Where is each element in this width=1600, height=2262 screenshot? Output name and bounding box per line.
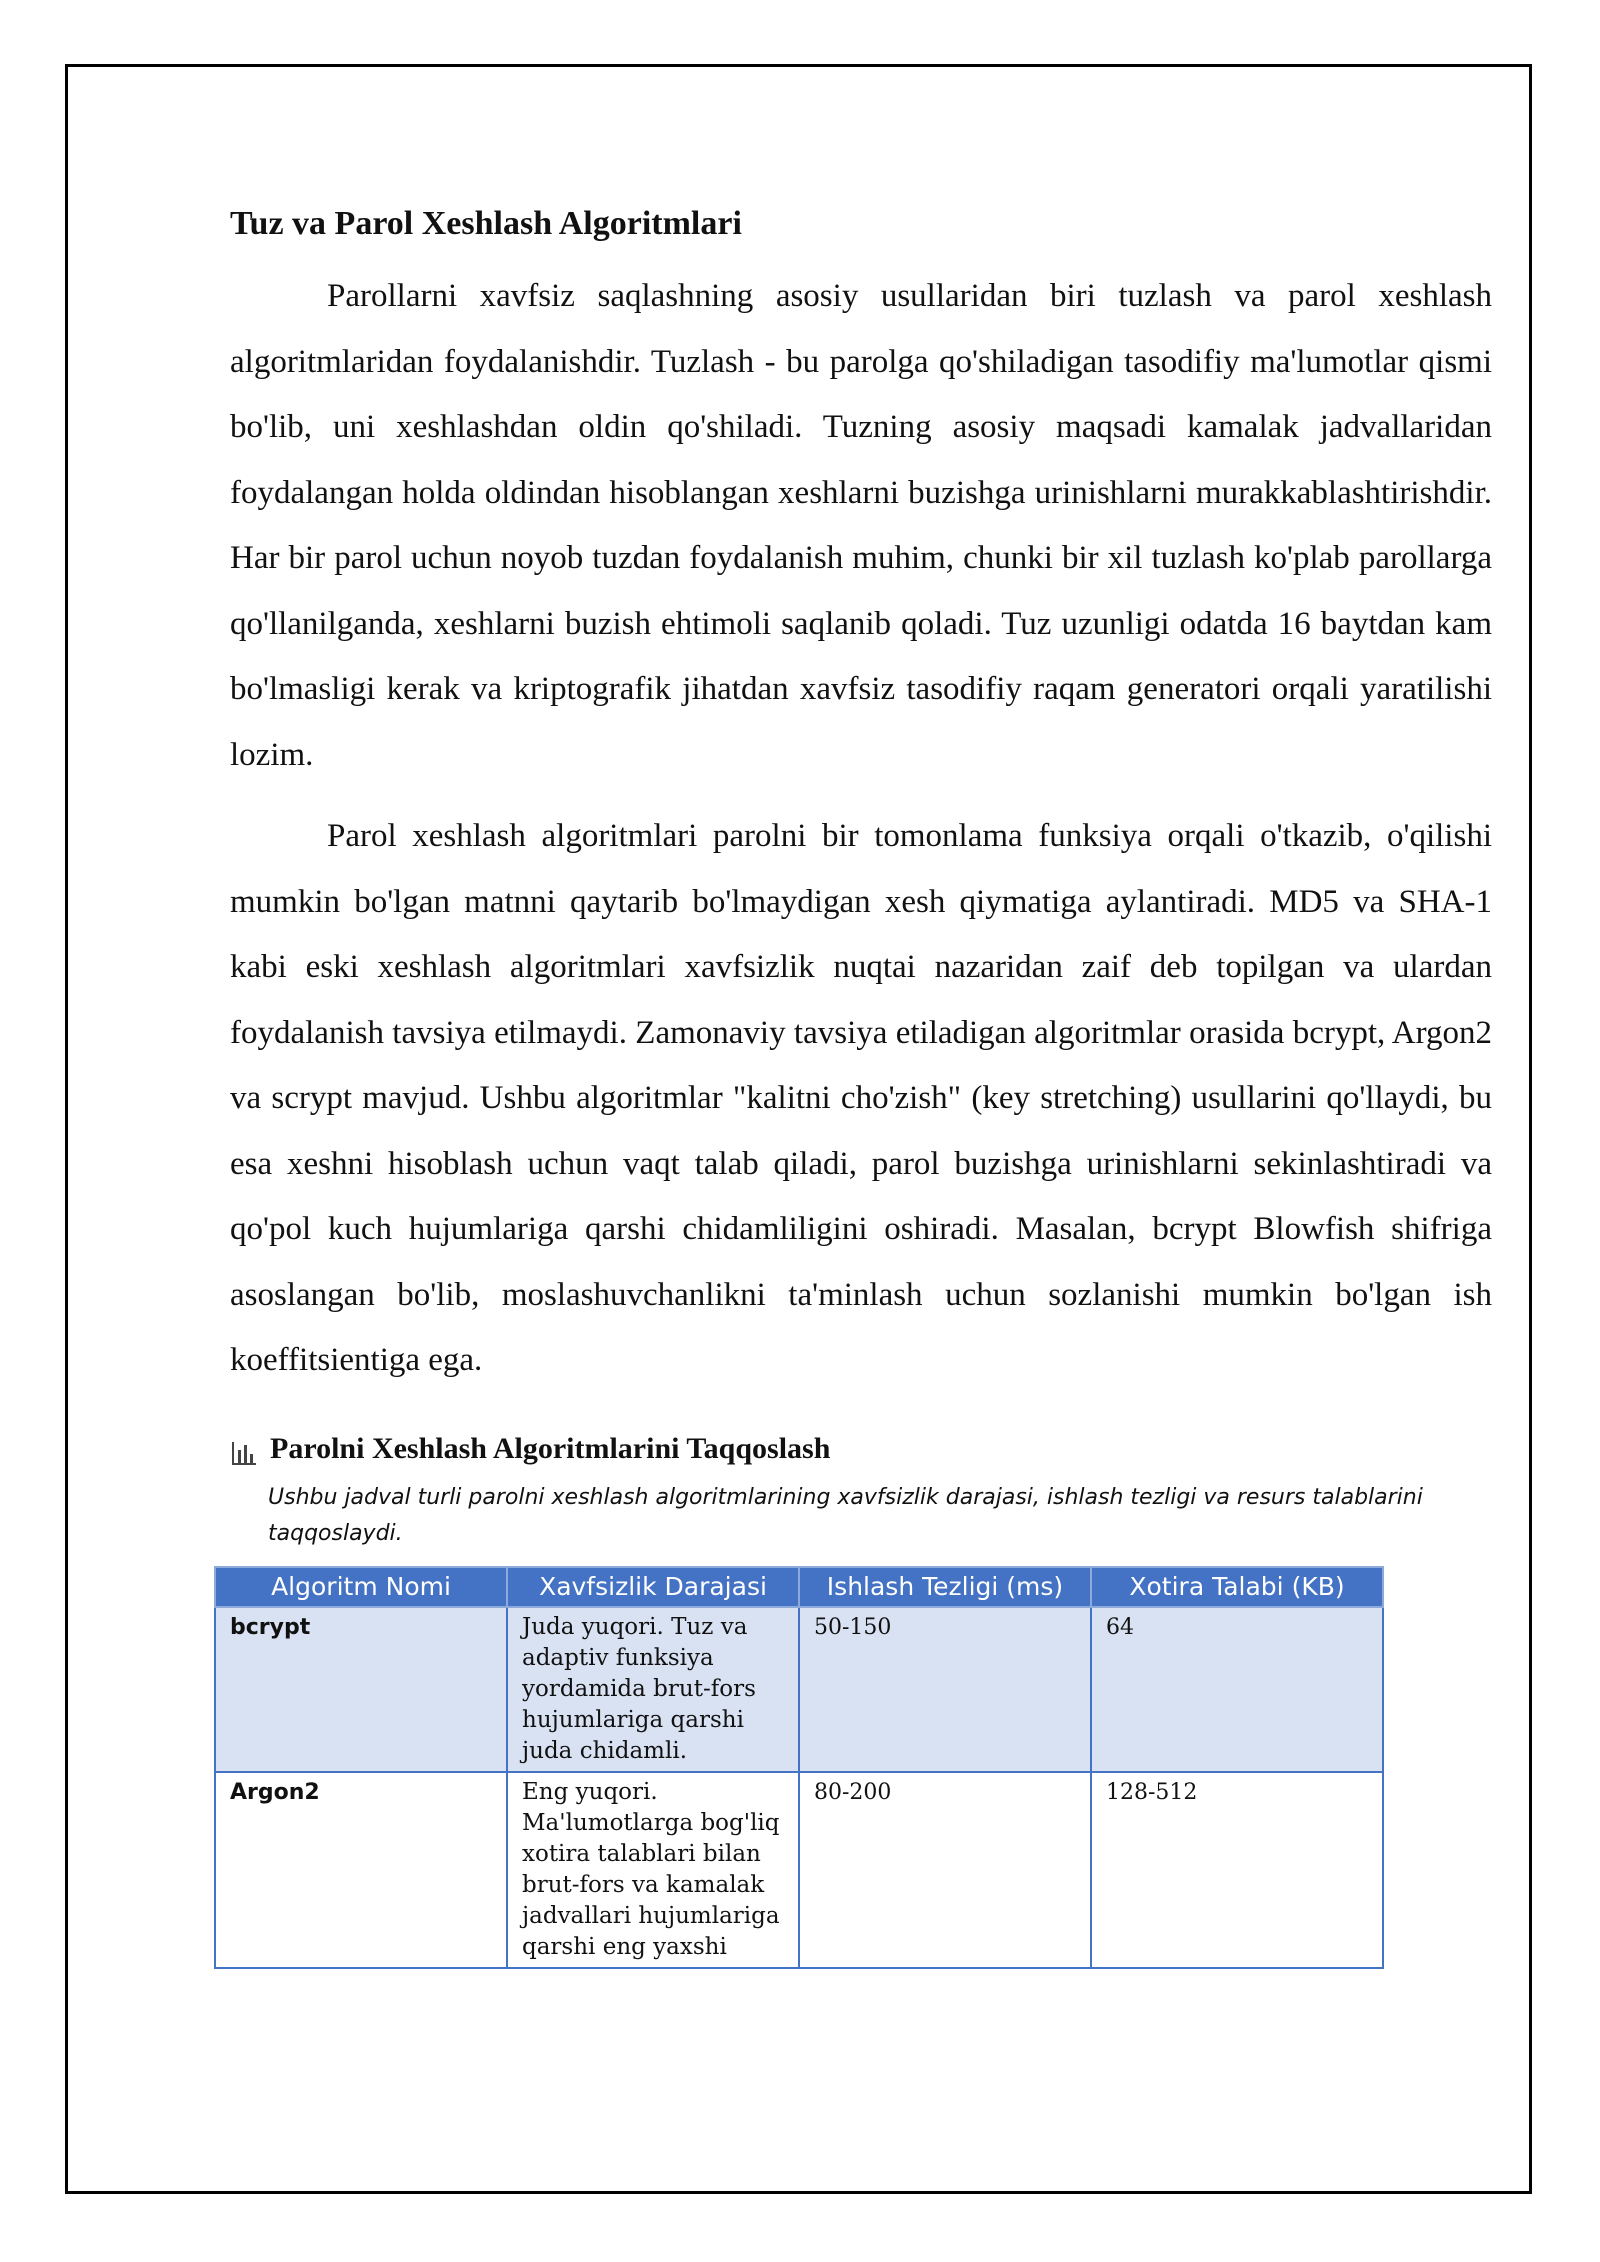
document-body — [230, 198, 1492, 1969]
cell-security: Eng yuqori. Ma'lumotlarga bog'liq xotira talablari bilan brut-fors va kamalak jadvallari hujumlariga qarshi eng yaxshi — [507, 1772, 799, 1968]
cell-algorithm: bcrypt — [215, 1607, 507, 1772]
cell-memory: 64 — [1091, 1607, 1383, 1772]
column-header-speed: Ishlash Tezligi (ms) — [799, 1567, 1091, 1607]
table-header-row — [215, 1567, 1383, 1607]
table-heading — [230, 1428, 1492, 1470]
paragraph-salting: Parollarni xavfsiz saqlashning asosiy usullaridan biri tuzlash va parol xeshlash algoritmlaridan foydalanishdir. Tuzlash - bu parolga qo'shiladigan tasodifiy ma'lumotlar qismi bo'lib, uni xeshlashdan oldin qo'shiladi. Tuzning asosiy maqsadi kamalak jadvallaridan foydalangan holda oldindan hisoblangan xeshlarni buzishga urinishlarni murakkablashtirishdir. Har bir parol uchun noyob tuzdan foydalanish muhim, chunki bir xil tuzlash ko'plab parollarga qo'llanilganda, xeshlarni buzish ehtimoli saqlanib qoladi. Tuz uzunligi odatda 16 baytdan kam bo'lmasligi kerak va kriptografik jihatdan xavfsiz tasodifiy raqam generatori orqali yaratilishi lozim. — [230, 278, 1492, 773]
bar-chart-icon — [230, 1436, 258, 1462]
column-header-memory: Xotira Talabi (KB) — [1091, 1567, 1383, 1607]
paragraph-hashing-algorithms: Parol xeshlash algoritmlari parolni bir tomonlama funksiya orqali o'tkazib, o'qilishi mumkin bo'lgan matnni qaytarib bo'lmaydigan xesh qiymatiga aylantiradi. MD5 va SHA-1 kabi eski xeshlash algoritmlari xavfsizlik nuqtai nazaridan zaif deb topilgan va ulardan foydalanish tavsiya etilmaydi. Zamonaviy tavsiya etiladigan algoritmlar orasida bcrypt, Argon2 va scrypt mavjud. Ushbu algoritmlar "kalitni cho'zish" (key stretching) usullarini qo'llaydi, bu esa xeshni hisoblash uchun vaqt talab qiladi, parol buzishga urinishlarni sekinlashtiradi va qo'pol kuch hujumlariga qarshi chidamliligini oshiradi. Masalan, bcrypt Blowfish shifriga asoslangan bo'lib, moslashuvchanlikni ta'minlash uchun sozlanishi mumkin bo'lgan ish koeffitsientiga ega. — [230, 818, 1492, 1378]
column-header-algorithm: Algoritm Nomi — [215, 1567, 507, 1607]
cell-speed: 50-150 — [799, 1607, 1091, 1772]
cell-speed: 80-200 — [799, 1772, 1091, 1968]
cell-security: Juda yuqori. Tuz va adaptiv funksiya yordamida brut-fors hujumlariga qarshi juda chidamli. — [507, 1607, 799, 1772]
column-header-security: Xavfsizlik Darajasi — [507, 1567, 799, 1607]
table-row — [215, 1607, 1383, 1772]
comparison-table — [214, 1566, 1384, 1969]
table-caption: Ushbu jadval turli parolni xeshlash algoritmlarining xavfsizlik darajasi, ishlash tezligi va resurs talablarini taqqoslaydi. — [268, 1484, 1423, 1546]
cell-memory: 128-512 — [1091, 1772, 1383, 1968]
table-row — [215, 1772, 1383, 1968]
cell-algorithm: Argon2 — [215, 1772, 507, 1968]
table-heading-text: Parolni Xeshlash Algoritmlarini Taqqoslash — [270, 1431, 831, 1465]
document-title: Tuz va Parol Xeshlash Algoritmlari — [230, 205, 742, 242]
